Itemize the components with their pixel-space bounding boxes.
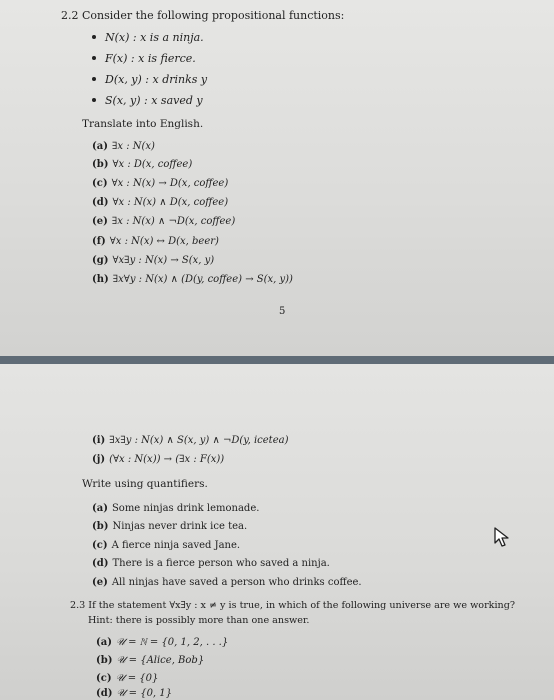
translate-heading: Translate into English. bbox=[82, 118, 204, 130]
list-item: (j) (∀x : N(x)) → (∃x : F(x)) bbox=[92, 454, 225, 465]
bullet-item: S(x, y) : x saved y bbox=[92, 94, 203, 107]
list-item: (d) There is a fierce person who saved a ninja. bbox=[92, 558, 330, 569]
page-divider bbox=[0, 356, 554, 364]
bullet-dot-icon bbox=[92, 35, 96, 39]
list-item: (b) ∀x : D(x, coffee) bbox=[92, 159, 193, 170]
question-2-2-heading: 2.2 Consider the following propositional functions: bbox=[61, 9, 345, 22]
list-item: (a) ∃x : N(x) bbox=[92, 141, 155, 152]
list-item: (d) ∀x : N(x) ∧ D(x, coffee) bbox=[92, 197, 229, 208]
list-item: (b) Ninjas never drink ice tea. bbox=[92, 521, 248, 532]
bullet-item: F(x) : x is fierce. bbox=[92, 52, 196, 65]
list-item: (e) All ninjas have saved a person who drinks coffee. bbox=[92, 577, 362, 588]
list-item: (g) ∀x∃y : N(x) → S(x, y) bbox=[92, 255, 215, 266]
bullet-dot-icon bbox=[92, 56, 96, 60]
list-item: (c) ∀x : N(x) → D(x, coffee) bbox=[92, 178, 229, 189]
bullet-item: N(x) : x is a ninja. bbox=[92, 31, 204, 44]
list-item: (d) 𝒰 = {0, 1} bbox=[96, 688, 173, 699]
list-item: (c) A fierce ninja saved Jane. bbox=[92, 540, 241, 551]
bullet-dot-icon bbox=[92, 98, 96, 102]
list-item: (i) ∃x∃y : N(x) ∧ S(x, y) ∧ ¬D(y, icetea) bbox=[92, 435, 289, 446]
list-item: (a) 𝒰 = ℕ = {0, 1, 2, . . .} bbox=[96, 637, 229, 648]
mouse-pointer-icon bbox=[493, 526, 513, 548]
list-item: (a) Some ninjas drink lemonade. bbox=[92, 503, 260, 514]
hint-text: Hint: there is possibly more than one answer. bbox=[88, 615, 310, 626]
list-item: (e) ∃x : N(x) ∧ ¬D(x, coffee) bbox=[92, 216, 236, 227]
bullet-item: D(x, y) : x drinks y bbox=[92, 73, 207, 86]
quantifier-heading: Write using quantifiers. bbox=[82, 478, 208, 490]
list-item: (h) ∃x∀y : N(x) ∧ (D(y, coffee) → S(x, y)) bbox=[92, 274, 293, 285]
page-number: 5 bbox=[279, 306, 286, 317]
bottom-page bbox=[0, 364, 554, 700]
list-item: (f) ∀x : N(x) ↔ D(x, beer) bbox=[92, 236, 219, 247]
question-2-3: 2.3 If the statement ∀x∃y : x ≠ y is true, in which of the following universe are we working? bbox=[70, 600, 515, 611]
list-item: (b) 𝒰 = {Alice, Bob} bbox=[96, 655, 205, 666]
bullet-dot-icon bbox=[92, 77, 96, 81]
list-item: (c) 𝒰 = {0} bbox=[96, 673, 159, 684]
